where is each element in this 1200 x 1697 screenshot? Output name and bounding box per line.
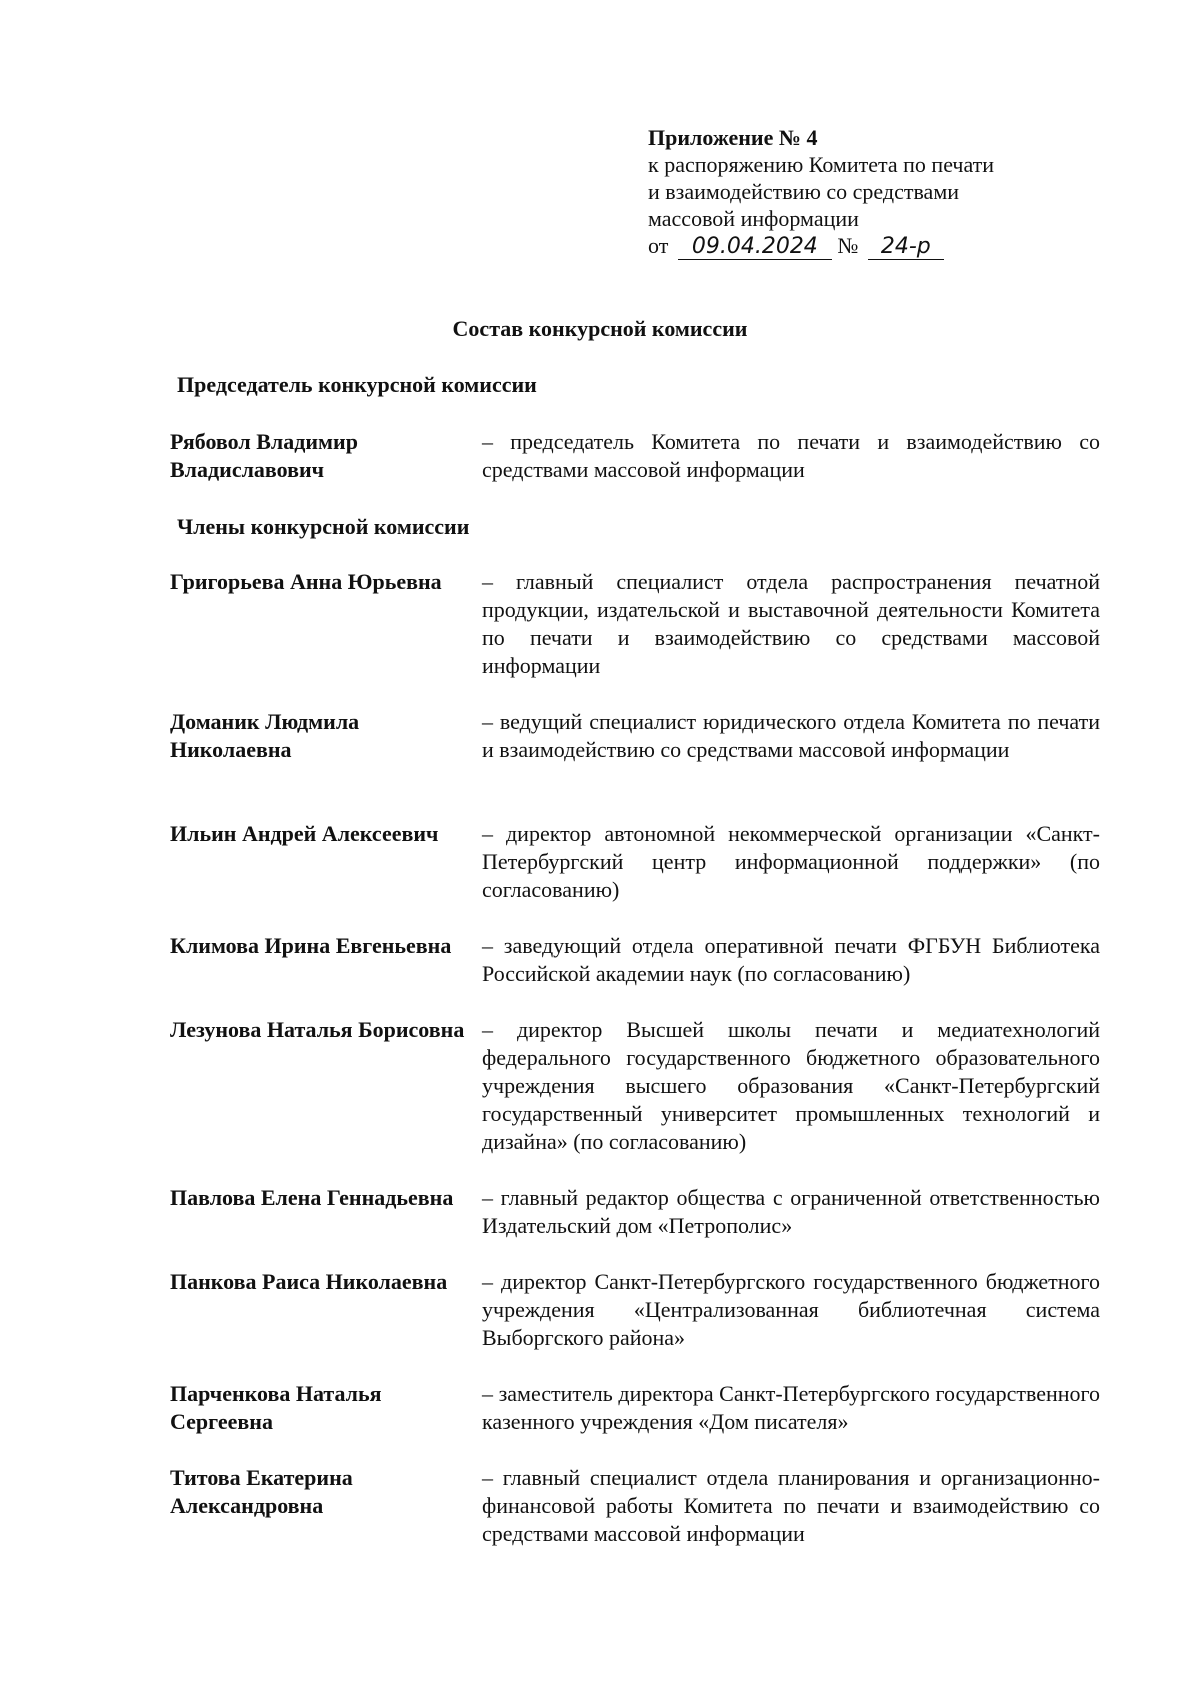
member-position: – главный редактор общества с ограниченной ответственностью Издательский дом «Петрополис»	[482, 1185, 1100, 1238]
chair-name: Рябовол Владимир Владиславович	[170, 429, 358, 482]
member-name: Панкова Раиса Николаевна	[170, 1269, 448, 1294]
member-position: – заведующий отдела оперативной печати ФГБУН Библиотека Российской академии наук (по согласованию)	[482, 933, 1100, 986]
number-prefix: №	[837, 233, 859, 258]
appendix-line-2: и взаимодействию со средствами	[648, 179, 960, 204]
date-prefix: от	[648, 233, 669, 258]
member-position: – директор Высшей школы печати и медиатехнологий федерального государственного бюджетного образовательного учреждения высшего образования «Санкт-Петербургский государственный университет промышленных технологий и дизайна» (по согласованию)	[482, 1017, 1100, 1154]
chair-heading: Председатель конкурсной комиссии	[177, 372, 537, 397]
member-name: Григорьева Анна Юрьевна	[170, 569, 442, 594]
member-position: – директор автономной некоммерческой организации «Санкт-Петербургский центр информационной поддержки» (по согласованию)	[482, 821, 1100, 902]
appendix-line-1: к распоряжению Комитета по печати	[648, 152, 995, 177]
member-position: – главный специалист отдела планирования и организационно-финансовой работы Комитета по печати и взаимодействию со средствами массовой информации	[482, 1465, 1100, 1546]
handwritten-number: 24-р	[868, 235, 944, 260]
member-name: Лезунова Наталья Борисовна	[170, 1017, 465, 1042]
member-name: Ильин Андрей Алексеевич	[170, 821, 439, 846]
appendix-reference	[648, 124, 1078, 262]
chair-position: – председатель Комитета по печати и взаимодействию со средствами массовой информации	[482, 429, 1100, 482]
member-name: Павлова Елена Геннадьевна	[170, 1185, 454, 1210]
members-heading: Члены конкурсной комиссии	[177, 514, 470, 539]
member-name: Парченкова Наталья Сергеевна	[170, 1381, 382, 1434]
member-position: – заместитель директора Санкт-Петербургского государственного казенного учреждения «Дом писателя»	[482, 1381, 1100, 1434]
member-position: – главный специалист отдела распространения печатной продукции, издательской и выставочной деятельности Комитета по печати и взаимодействию со средствами массовой информации	[482, 569, 1100, 678]
member-position: – ведущий специалист юридического отдела Комитета по печати и взаимодействию со средствами массовой информации	[482, 709, 1100, 762]
member-name: Климова Ирина Евгеньевна	[170, 933, 452, 958]
appendix-line-3: массовой информации	[648, 206, 859, 231]
appendix-date-row	[648, 232, 1078, 262]
member-name: Доманик Людмила Николаевна	[170, 709, 360, 762]
member-name: Титова Екатерина Александровна	[170, 1465, 353, 1518]
document-title: Состав конкурсной комиссии	[452, 316, 748, 341]
appendix-title: Приложение № 4	[648, 125, 818, 150]
handwritten-date: 09.04.2024	[678, 235, 832, 260]
member-position: – директор Санкт-Петербургского государственного бюджетного учреждения «Централизованная библиотечная система Выборгского района»	[482, 1269, 1100, 1350]
